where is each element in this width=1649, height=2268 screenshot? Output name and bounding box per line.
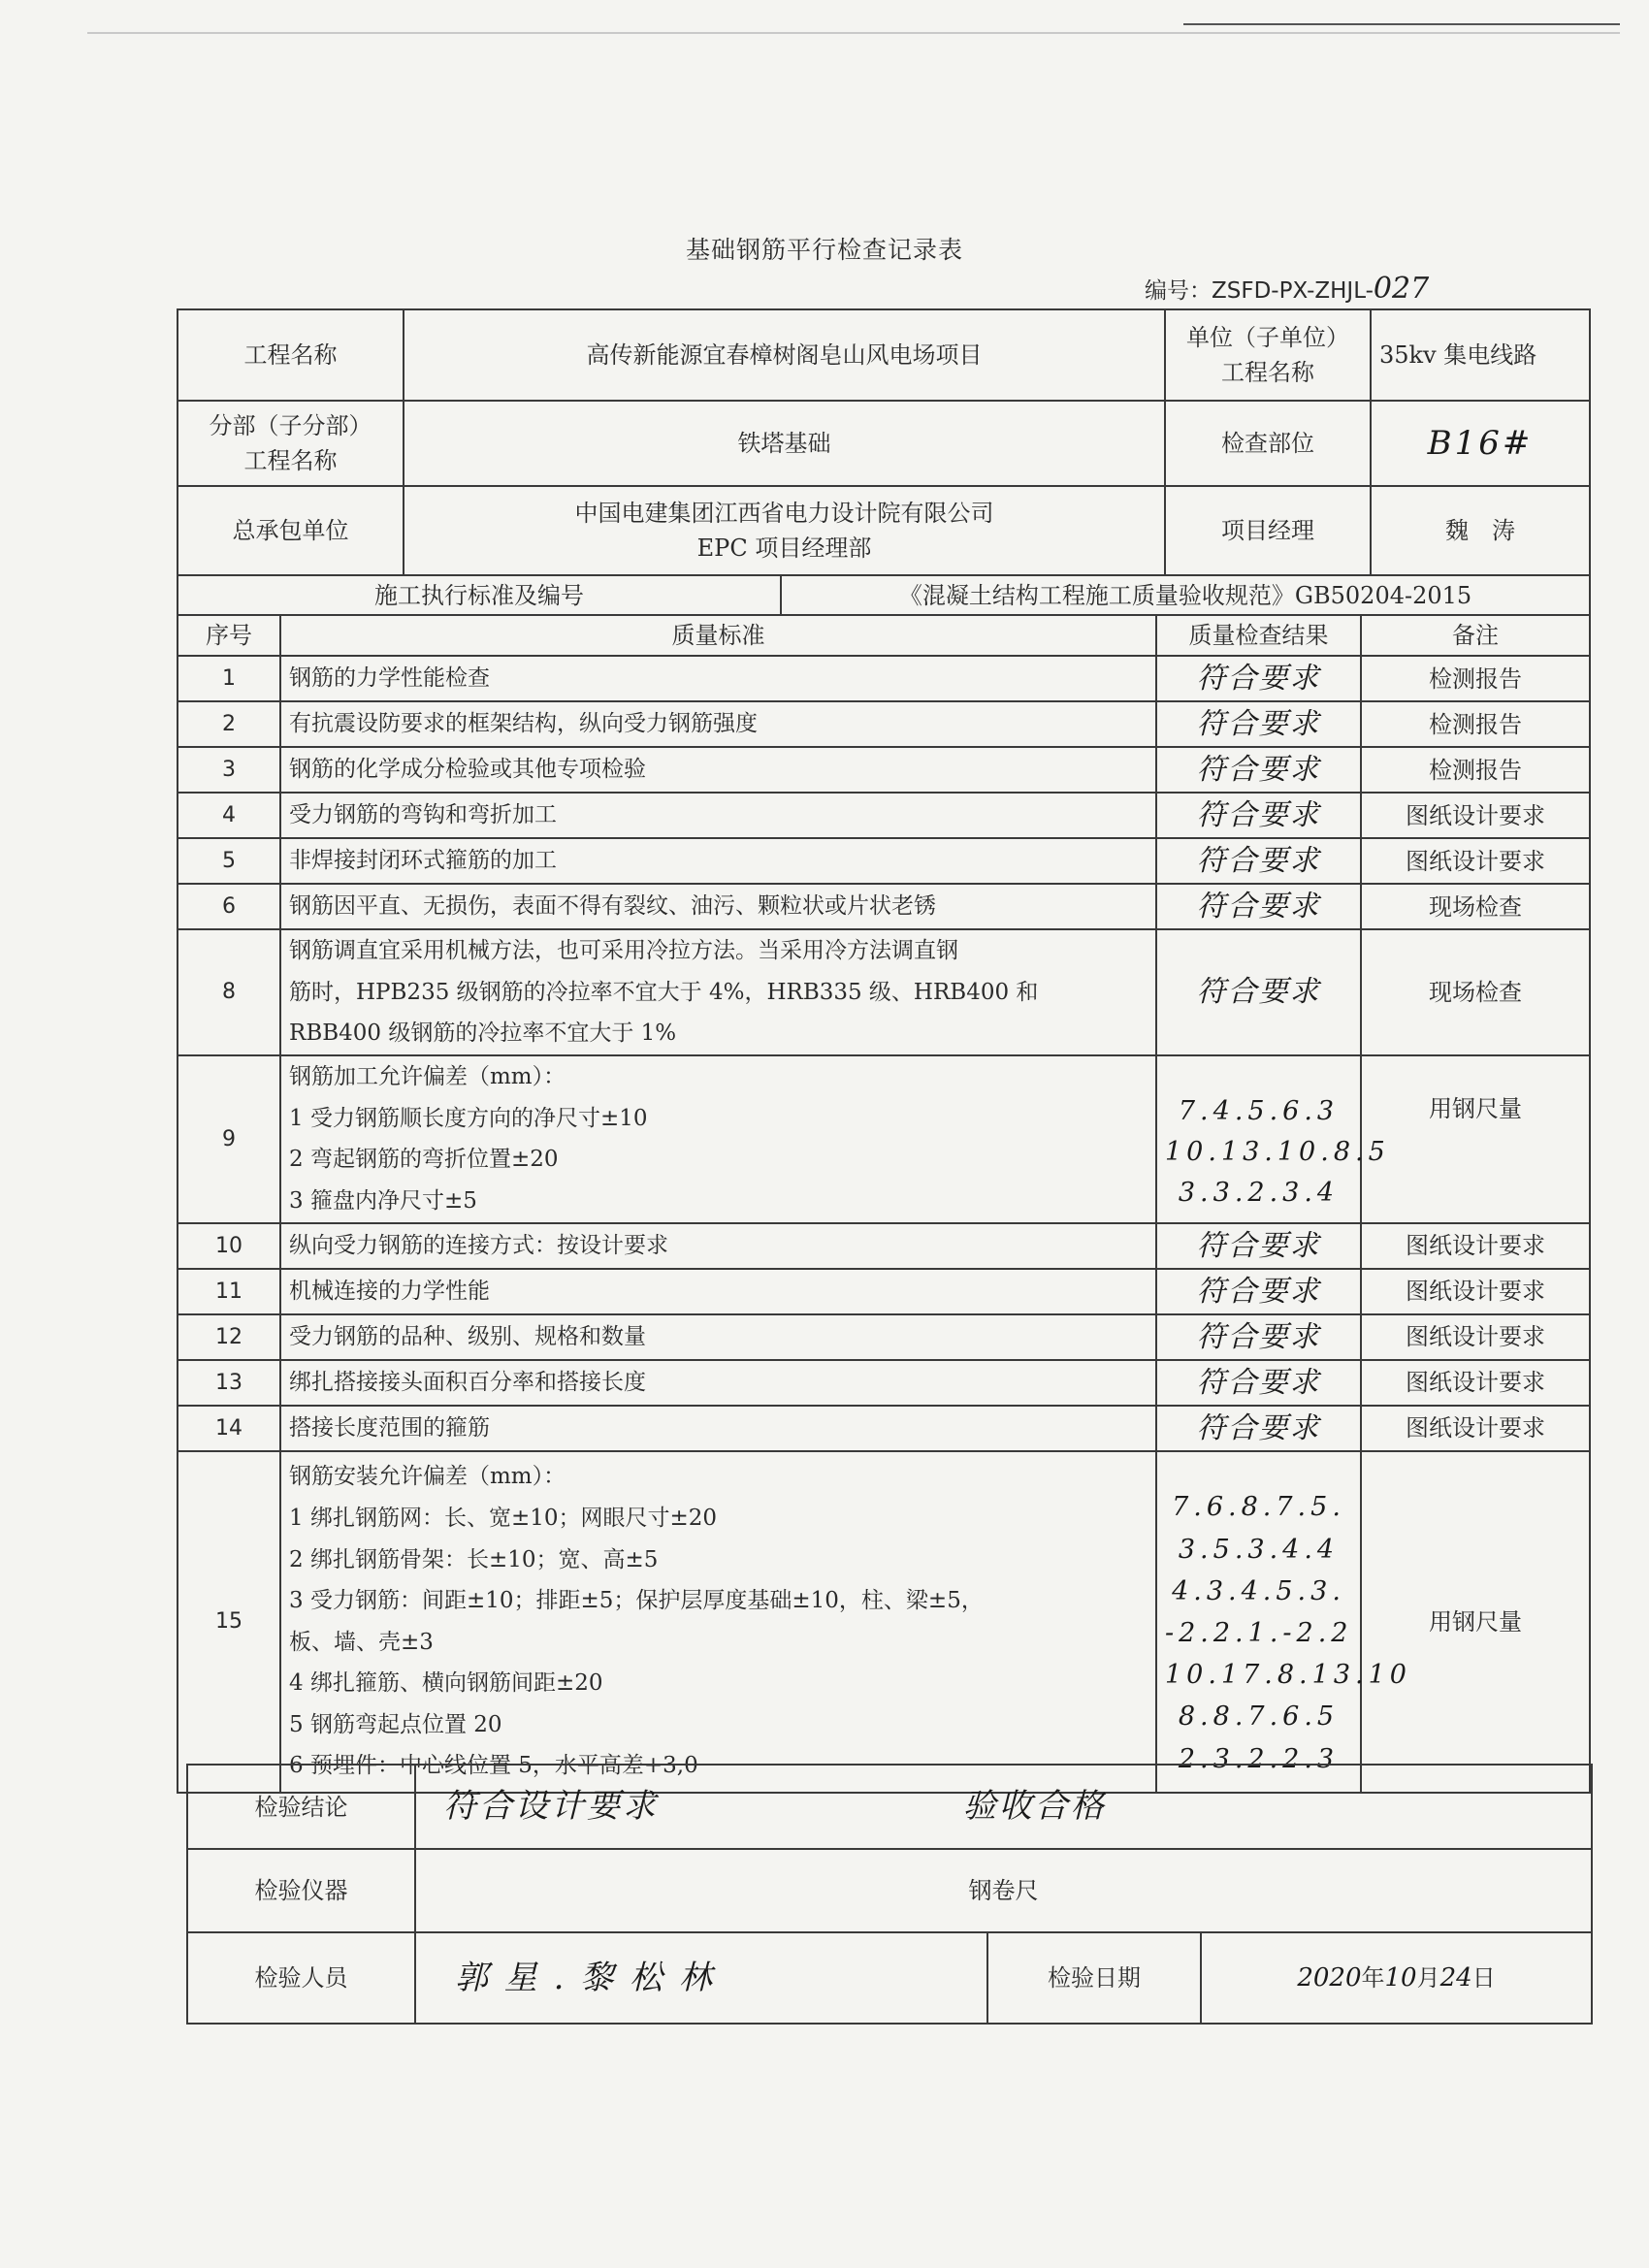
measurement: -2.2.1.-2.2 xyxy=(1165,1618,1353,1649)
measurement: 7.6.8.7.5. xyxy=(1172,1492,1345,1523)
inspector-signature-handwritten: 郭 星 . 黎 松 林 xyxy=(415,1932,987,2024)
row-standard: 钢筋的化学成分检验或其他专项检验 xyxy=(280,747,1156,793)
instrument-row xyxy=(187,1849,1592,1932)
std-value: 《混凝土结构工程施工质量验收规范》GB50204-2015 xyxy=(781,575,1590,615)
table-row-15 xyxy=(178,1451,1590,1793)
sub-label-line2: 工程名称 xyxy=(243,447,338,474)
footer-table xyxy=(186,1764,1593,2025)
row15-line: 6 预埋件：中心线位置 5，水平高差+3,0 xyxy=(289,1753,698,1779)
row-no: 11 xyxy=(178,1269,280,1314)
date-month-unit: 月 xyxy=(1416,1963,1440,1992)
header-table xyxy=(177,308,1591,616)
inspector-label: 检验人员 xyxy=(187,1932,415,2024)
contractor-label: 总承包单位 xyxy=(178,486,404,575)
header-row-sub xyxy=(178,401,1590,486)
measurement: 10.13.10.8.5 xyxy=(1165,1137,1390,1168)
conclusion-label: 检验结论 xyxy=(187,1765,415,1849)
row-remark: 用钢尺量 xyxy=(1361,1055,1590,1223)
row9-results-handwritten xyxy=(1156,1055,1390,1223)
measurement: 8.8.7.6.5 xyxy=(1178,1701,1340,1733)
row15-line: 4 绑扎箍筋、横向钢筋间距±20 xyxy=(289,1670,603,1697)
table-row xyxy=(178,1223,1590,1269)
table-row xyxy=(178,838,1590,884)
table-row-9 xyxy=(178,1055,1590,1223)
row-remark: 图纸设计要求 xyxy=(1361,1360,1590,1406)
code-label: 编号：ZSFD-PX-ZHJL- xyxy=(1145,278,1374,304)
row-remark: 图纸设计要求 xyxy=(1361,793,1590,838)
row-result-handwritten: 符合要求 xyxy=(1156,929,1361,1055)
std-label: 施工执行标准及编号 xyxy=(178,575,781,615)
row-result-handwritten: 符合要求 xyxy=(1156,1269,1361,1314)
row-result-handwritten: 符合要求 xyxy=(1156,1360,1361,1406)
col-standard: 质量标准 xyxy=(280,615,1156,656)
row-no: 15 xyxy=(178,1451,280,1793)
sub-name-label xyxy=(178,401,404,486)
row-no: 4 xyxy=(178,793,280,838)
col-result: 质量检查结果 xyxy=(1156,615,1361,656)
table-row xyxy=(178,1406,1590,1451)
row-standard: 钢筋因平直、无损伤，表面不得有裂纹、油污、颗粒状或片状老锈 xyxy=(280,884,1156,929)
sub-label-line1: 分部（子分部） xyxy=(209,412,372,439)
row-result-handwritten: 符合要求 xyxy=(1156,1223,1361,1269)
contractor-line2: EPC 项目经理部 xyxy=(696,535,872,562)
row-standard: 有抗震设防要求的框架结构，纵向受力钢筋强度 xyxy=(280,701,1156,747)
instrument-label: 检验仪器 xyxy=(187,1849,415,1932)
row15-line: 3 受力钢筋：间距±10；排距±5；保护层厚度基础±10，柱、梁±5， xyxy=(289,1588,984,1614)
contractor-value xyxy=(404,486,1165,575)
row-no: 3 xyxy=(178,747,280,793)
quality-table xyxy=(177,614,1591,1794)
unit-label-line1: 单位（子单位） xyxy=(1186,324,1349,351)
row-no: 8 xyxy=(178,929,280,1055)
row-result-handwritten: 符合要求 xyxy=(1156,793,1361,838)
row-standard: 非焊接封闭环式箍筋的加工 xyxy=(280,838,1156,884)
row-standard: 搭接长度范围的箍筋 xyxy=(280,1406,1156,1451)
row9-line: 3 箍盘内净尺寸±5 xyxy=(289,1187,477,1214)
row-standard: 钢筋的力学性能检查 xyxy=(280,656,1156,701)
inspect-part-handwritten: B16# xyxy=(1371,401,1590,486)
row-result-handwritten: 符合要求 xyxy=(1156,1406,1361,1451)
row9-line: 2 弯起钢筋的弯折位置±20 xyxy=(289,1147,559,1173)
quality-header-row xyxy=(178,615,1590,656)
measurement: 3.5.3.4.4 xyxy=(1178,1534,1340,1565)
table-row xyxy=(178,1360,1590,1406)
row-remark: 图纸设计要求 xyxy=(1361,1269,1590,1314)
row15-line: 1 绑扎钢筋网：长、宽±10；网眼尺寸±20 xyxy=(289,1506,718,1531)
conclusion-text: 符合设计要求 xyxy=(443,1787,659,1826)
acceptance-text: 验收合格 xyxy=(962,1787,1107,1826)
table-row xyxy=(178,701,1590,747)
row-standard: 机械连接的力学性能 xyxy=(280,1269,1156,1314)
row15-line: 2 绑扎钢筋骨架：长±10；宽、高±5 xyxy=(289,1546,659,1572)
row-result-handwritten: 符合要求 xyxy=(1156,1314,1361,1360)
scan-top-line xyxy=(87,32,1620,34)
row-result-handwritten: 符合要求 xyxy=(1156,656,1361,701)
date-value xyxy=(1201,1932,1592,2024)
row-standard: 绑扎搭接接头面积百分率和搭接长度 xyxy=(280,1360,1156,1406)
header-row-contractor xyxy=(178,486,1590,575)
row8-line3: RBB400 级钢筋的冷拉率不宜大于 1% xyxy=(289,1021,677,1047)
header-row-standard xyxy=(178,575,1590,615)
table-row xyxy=(178,1269,1590,1314)
row-standard: 纵向受力钢筋的连接方式：按设计要求 xyxy=(280,1223,1156,1269)
row-remark: 图纸设计要求 xyxy=(1361,1223,1590,1269)
date-day-unit: 日 xyxy=(1471,1963,1496,1992)
row8-line1: 钢筋调直宜采用机械方法，也可采用冷拉方法。当采用冷方法调直钢 xyxy=(289,938,958,963)
inspector-row xyxy=(187,1932,1592,2024)
row15-line: 钢筋安装允许偏差（mm）： xyxy=(289,1464,566,1490)
row-result-handwritten: 符合要求 xyxy=(1156,747,1361,793)
col-remark: 备注 xyxy=(1361,615,1590,656)
row-no: 12 xyxy=(178,1314,280,1360)
row-remark: 现场检查 xyxy=(1361,884,1590,929)
row-no: 5 xyxy=(178,838,280,884)
contractor-line1: 中国电建集团江西省电力设计院有限公司 xyxy=(574,500,994,527)
conclusion-handwritten xyxy=(415,1765,1592,1849)
unit-label-line2: 工程名称 xyxy=(1221,359,1314,386)
table-row xyxy=(178,747,1590,793)
row15-results-handwritten xyxy=(1156,1451,1411,1793)
unit-name-value: 35kv 集电线路 xyxy=(1371,309,1590,401)
measurement: 10.17.8.13.10 xyxy=(1165,1660,1411,1691)
conclusion-row xyxy=(187,1765,1592,1849)
measurement: 3.3.2.3.4 xyxy=(1178,1178,1340,1209)
instrument-value: 钢卷尺 xyxy=(415,1849,1592,1932)
row-no: 2 xyxy=(178,701,280,747)
row-standard: 受力钢筋的品种、级别、规格和数量 xyxy=(280,1314,1156,1360)
row-no: 14 xyxy=(178,1406,280,1451)
date-month-handwritten: 10 xyxy=(1384,1962,1417,1993)
row-no: 1 xyxy=(178,656,280,701)
date-label: 检验日期 xyxy=(987,1932,1201,2024)
date-year-unit: 年 xyxy=(1361,1963,1385,1992)
row-standard xyxy=(280,1055,1156,1223)
row-standard xyxy=(280,1451,1156,1793)
header-row-project xyxy=(178,309,1590,401)
row-result-handwritten: 符合要求 xyxy=(1156,838,1361,884)
date-day-handwritten: 24 xyxy=(1439,1962,1472,1993)
row-remark: 图纸设计要求 xyxy=(1361,838,1590,884)
sub-name-value: 铁塔基础 xyxy=(404,401,1165,486)
table-row xyxy=(178,656,1590,701)
row-no: 9 xyxy=(178,1055,280,1223)
row15-line: 板、墙、壳±3 xyxy=(289,1629,434,1655)
measurement: 4.3.4.5.3. xyxy=(1172,1575,1345,1606)
document-code xyxy=(1145,272,1429,306)
row-remark: 图纸设计要求 xyxy=(1361,1406,1590,1451)
measurement: 7.4.5.6.3 xyxy=(1178,1096,1340,1127)
row-no: 6 xyxy=(178,884,280,929)
row-remark: 检测报告 xyxy=(1361,701,1590,747)
scan-top-line-dark xyxy=(1183,23,1620,25)
col-no: 序号 xyxy=(178,615,280,656)
row15-line: 5 钢筋弯起点位置 20 xyxy=(289,1711,502,1737)
table-row xyxy=(178,884,1590,929)
document-title: 基础钢筋平行检查记录表 xyxy=(685,236,963,264)
row-remark: 用钢尺量 xyxy=(1361,1451,1590,1793)
row9-line: 钢筋加工允许偏差（mm）： xyxy=(289,1064,566,1090)
measurement: 2.3.2.2.3 xyxy=(1178,1743,1340,1774)
row9-line: 1 受力钢筋顺长度方向的净尺寸±10 xyxy=(289,1105,648,1131)
row-no: 10 xyxy=(178,1223,280,1269)
row-standard xyxy=(280,929,1156,1055)
row-remark: 检测报告 xyxy=(1361,747,1590,793)
project-name-value: 高传新能源宜春樟树阁皂山风电场项目 xyxy=(404,309,1165,401)
row8-line2: 筋时，HPB235 级钢筋的冷拉率不宜大于 4%，HRB335 级、HRB400 和 xyxy=(289,979,1039,1005)
inspect-part-label: 检查部位 xyxy=(1165,401,1371,486)
row-remark: 检测报告 xyxy=(1361,656,1590,701)
pm-label: 项目经理 xyxy=(1165,486,1371,575)
table-row xyxy=(178,1314,1590,1360)
row-no: 13 xyxy=(178,1360,280,1406)
date-year-handwritten: 2020 xyxy=(1297,1962,1362,1993)
row-remark: 图纸设计要求 xyxy=(1361,1314,1590,1360)
code-number-handwritten: 027 xyxy=(1373,272,1430,306)
row-result-handwritten: 符合要求 xyxy=(1156,884,1361,929)
row-standard: 受力钢筋的弯钩和弯折加工 xyxy=(280,793,1156,838)
pm-value: 魏 涛 xyxy=(1371,486,1590,575)
table-row xyxy=(178,793,1590,838)
row-result-handwritten: 符合要求 xyxy=(1156,701,1361,747)
table-row-8 xyxy=(178,929,1590,1055)
row-remark: 现场检查 xyxy=(1361,929,1590,1055)
unit-name-label xyxy=(1165,309,1371,401)
project-name-label: 工程名称 xyxy=(178,309,404,401)
